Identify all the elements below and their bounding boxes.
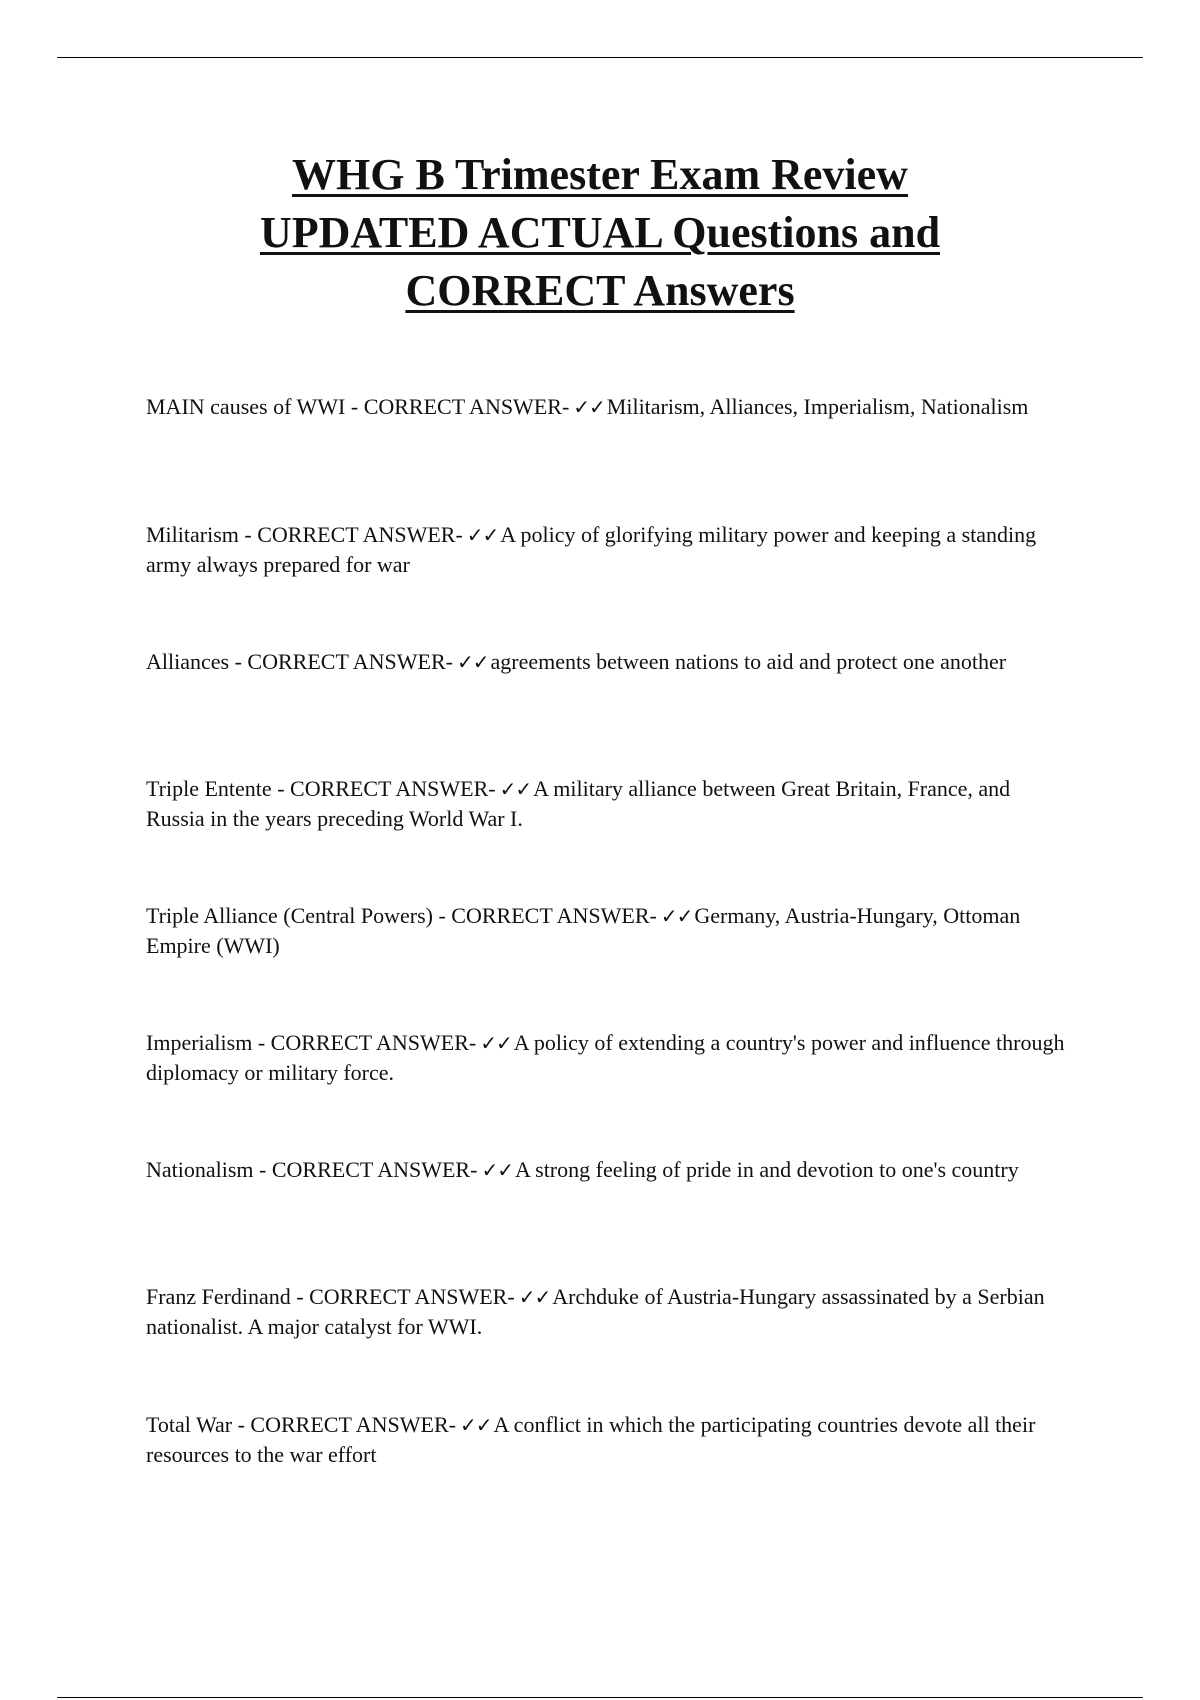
qa-separator: - CORRECT ANSWER- [232,1412,456,1437]
double-check-icon: ✓✓ [573,395,605,419]
bottom-divider [57,1697,1143,1698]
qa-term: Alliances [146,649,230,674]
qa-answer: A strong feeling of pride in and devotion to one's country [514,1157,1019,1182]
double-check-icon: ✓✓ [660,904,693,928]
qa-item-main-causes [146,392,1066,422]
double-check-icon: ✓✓ [456,650,489,674]
qa-separator: - CORRECT ANSWER- [229,649,453,674]
double-check-icon: ✓✓ [459,1413,492,1437]
qa-term: MAIN causes of WWI [146,394,346,419]
qa-term: Triple Alliance (Central Powers) [146,903,433,928]
title-line-1: WHG B Trimester Exam Review [292,150,908,199]
qa-item-imperialism [146,1028,1066,1088]
title-line-2: UPDATED ACTUAL Questions and [259,208,941,257]
qa-term: Militarism [146,522,239,547]
title-line-3: CORRECT Answers [405,266,795,315]
qa-answer: Germany, Austria-Hungary, Ottoman Empire (WWI) [146,903,1021,958]
qa-item-total-war [146,1410,1066,1470]
double-check-icon: ✓✓ [481,1158,513,1182]
qa-answer: A conflict in which the participating countries devote all their resources to the war effort [146,1412,1036,1467]
qa-item-triple-entente [146,774,1066,834]
double-check-icon: ✓✓ [518,1285,551,1309]
qa-separator: - CORRECT ANSWER- [345,394,570,419]
qa-answer: agreements between nations to aid and protect one another [490,649,1007,674]
double-check-icon: ✓✓ [480,1031,512,1055]
qa-answer: A military alliance between Great Britain, France, and Russia in the years preceding World War I. [146,776,1011,831]
qa-answer: A policy of extending a country's power and influence through diplomacy or military force. [146,1030,1065,1085]
qa-separator: - CORRECT ANSWER- [432,903,657,928]
qa-separator: - CORRECT ANSWER- [290,1284,515,1309]
qa-item-alliances [146,647,1066,677]
page-title [0,146,1200,320]
qa-term: Triple Entente [146,776,272,801]
double-check-icon: ✓✓ [499,777,532,801]
qa-item-militarism [146,520,1066,580]
qa-answer: Militarism, Alliances, Imperialism, Nationalism [606,394,1029,419]
qa-term: Total War [146,1412,233,1437]
qa-separator: - CORRECT ANSWER- [253,1157,478,1182]
qa-separator: - CORRECT ANSWER- [271,776,496,801]
qa-answer: Archduke of Austria-Hungary assassinated by a Serbian nationalist. A major catalyst for WWI. [146,1284,1045,1339]
qa-separator: - CORRECT ANSWER- [238,522,463,547]
qa-term: Franz Ferdinand [146,1284,291,1309]
qa-item-triple-alliance [146,901,1066,961]
double-check-icon: ✓✓ [466,523,499,547]
qa-item-nationalism [146,1155,1066,1185]
qa-item-franz-ferdinand [146,1282,1066,1342]
qa-term: Nationalism [146,1157,254,1182]
top-divider [57,57,1143,58]
qa-answer: A policy of glorifying military power and keeping a standing army always prepared for war [146,522,1037,577]
qa-term: Imperialism [146,1030,253,1055]
qa-separator: - CORRECT ANSWER- [252,1030,477,1055]
